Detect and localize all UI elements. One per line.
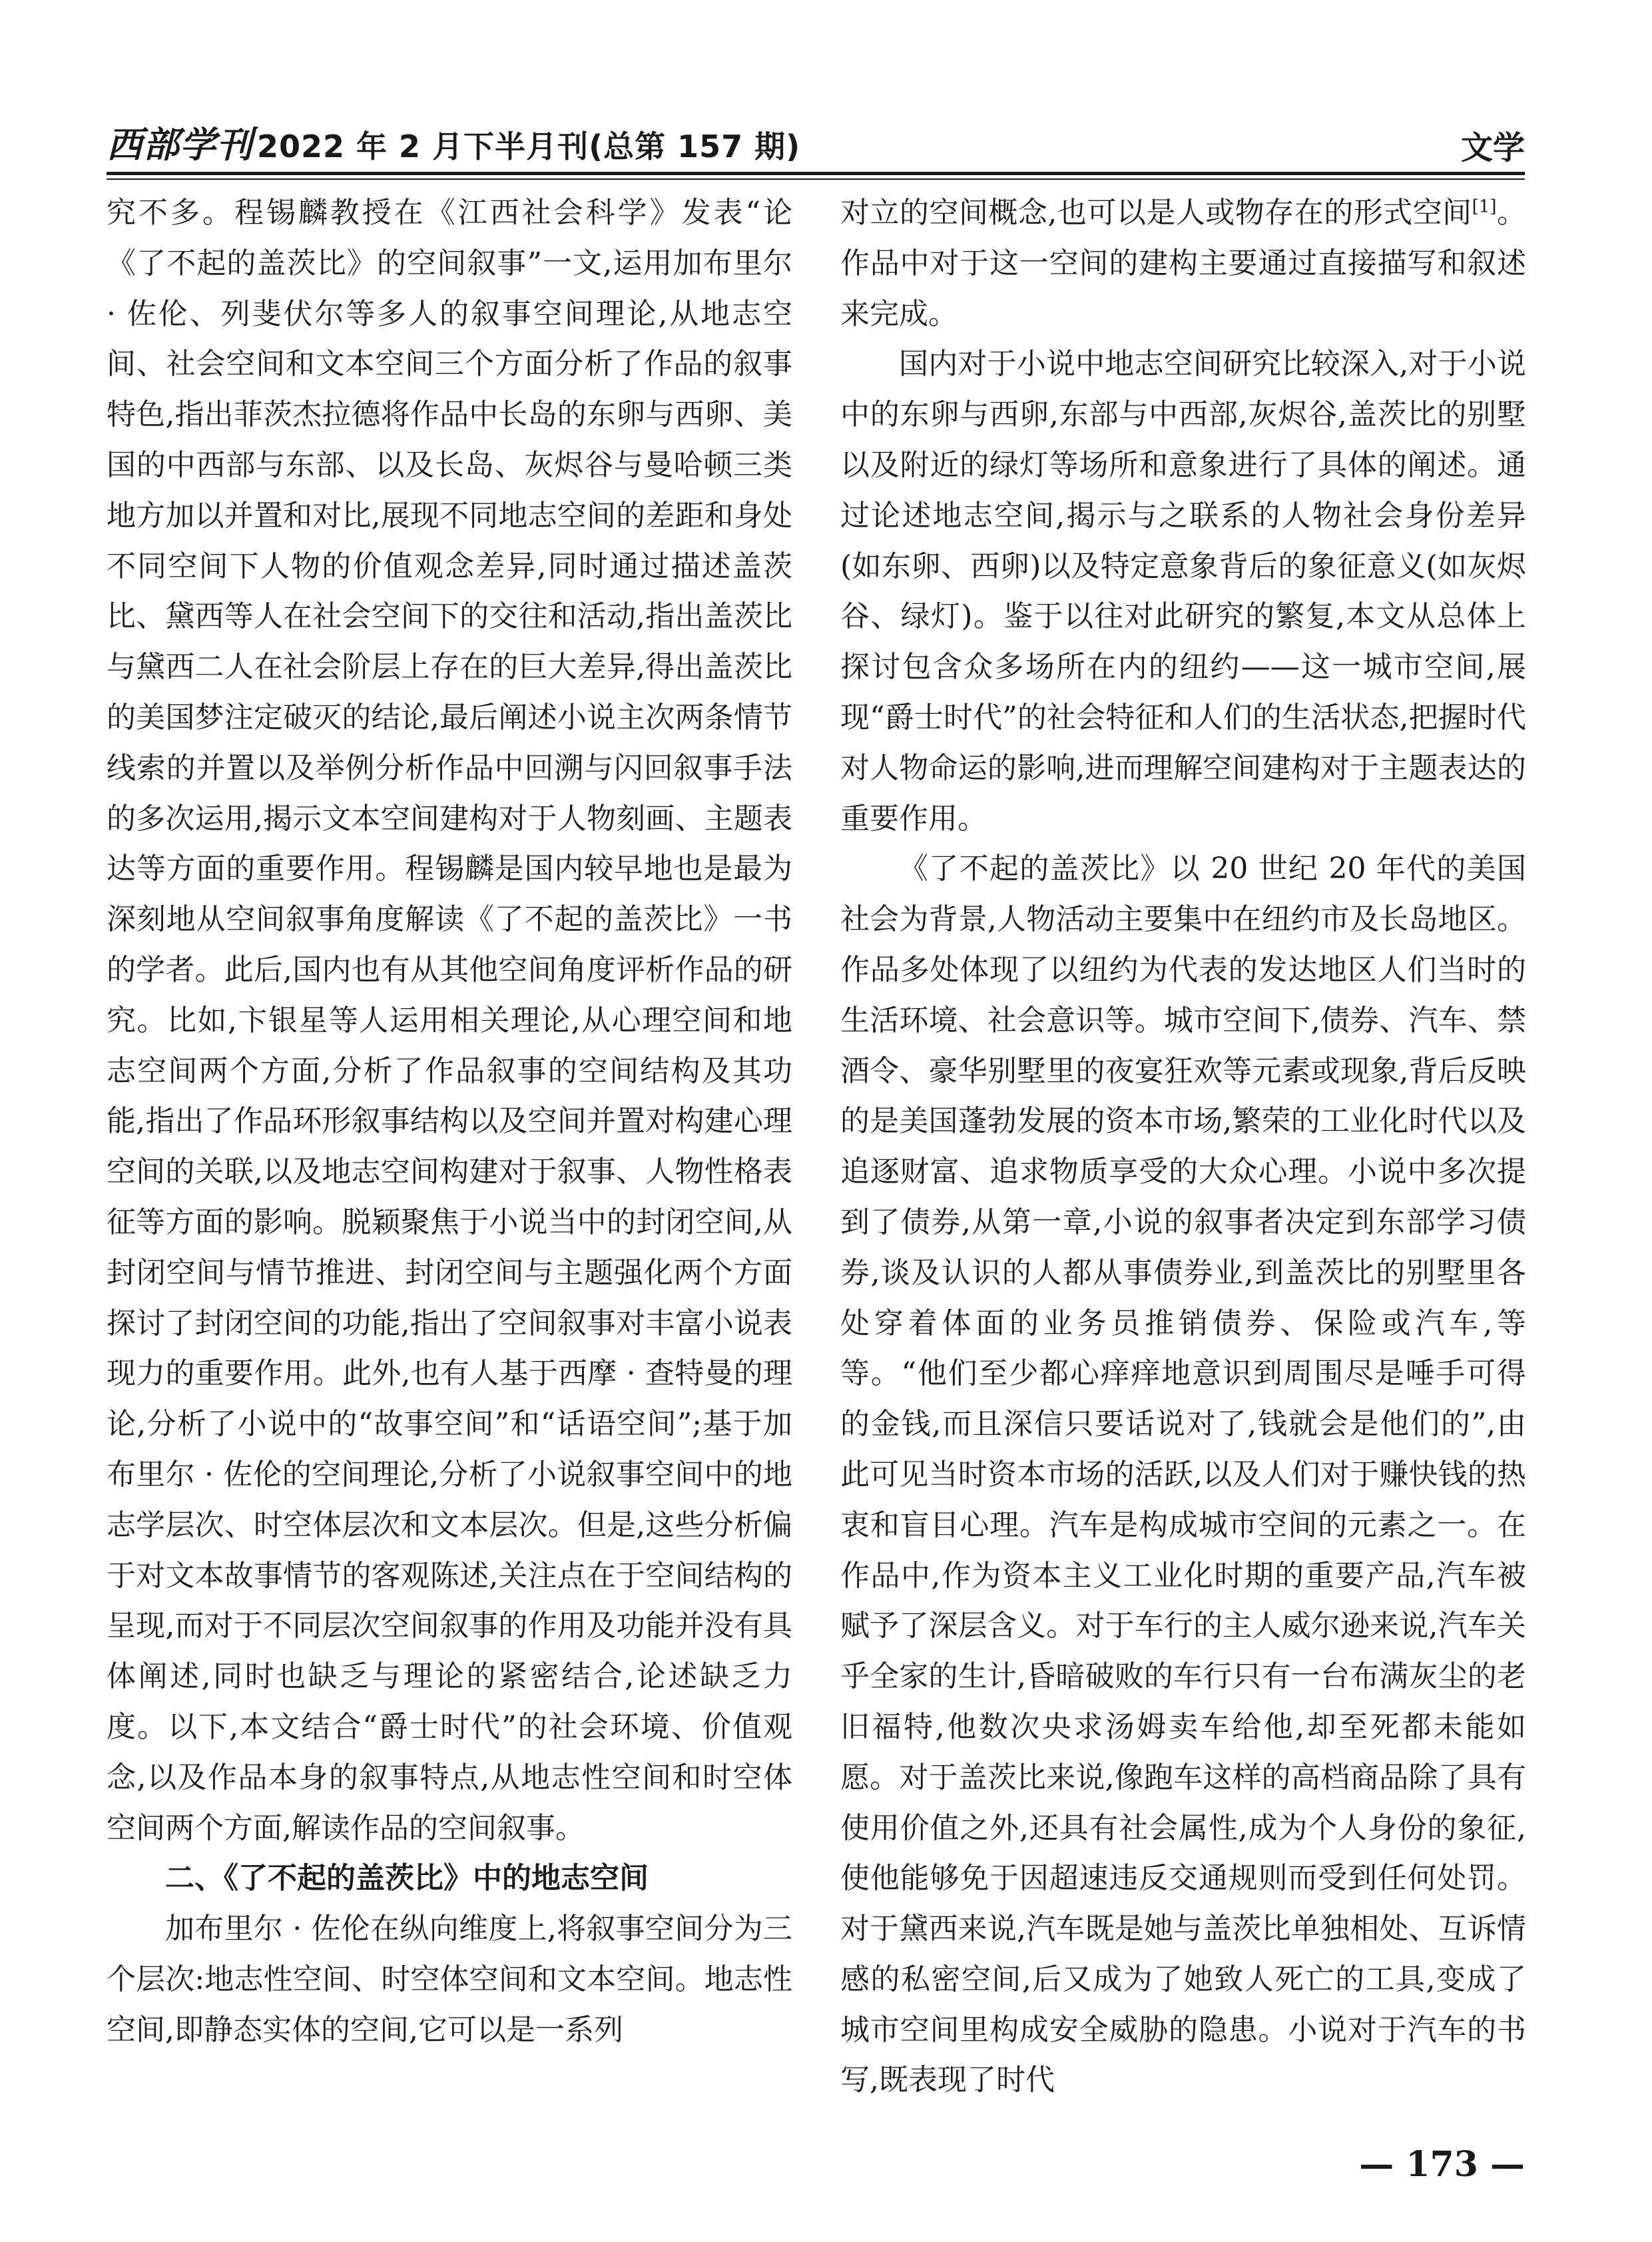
header-rule-thin <box>107 178 1525 180</box>
citation-ref: [1] <box>1472 196 1497 217</box>
paragraph-continued <box>840 188 1526 339</box>
section-label: 文学 <box>1460 129 1525 166</box>
right-column <box>840 188 1526 2105</box>
issue-info: 2022 年 2 月下半月刊(总第 157 期) <box>257 129 801 164</box>
header-rule-thick <box>107 172 1525 175</box>
paragraph-text: 对立的空间概念,也可以是人或物存在的形式空间 <box>840 196 1472 230</box>
paragraph-continued: 究不多。程锡麟教授在《江西社会科学》发表“论《了不起的盖茨比》的空间叙事”一文,运用加布里尔 · 佐伦、列斐伏尔等多人的叙事空间理论,从地志空间、社会空间和文本空间三个方面分析了作品的叙事特色,指出菲茨杰拉德将作品中长岛的东卵与西卵、美国的中西部与东部、以及长岛、灰烬谷与曼哈顿三类地方加以并置和对比,展现不同地志空间的差距和身处不同空间下人物的价值观念差异,同时通过描述盖茨比、黛西等人在社会空间下的交往和活动,指出盖茨比与黛西二人在社会阶层上存在的巨大差异,得出盖茨比的美国梦注定破灭的结论,最后阐述小说主次两条情节线索的并置以及举例分析作品中回溯与闪回叙事手法的多次运用,揭示文本空间建构对于人物刻画、主题表达等方面的重要作用。程锡麟是国内较早地也是最为深刻地从空间叙事角度解读《了不起的盖茨比》一书的学者。此后,国内也有从其他空间角度评析作品的研究。比如,卞银星等人运用相关理论,从心理空间和地志空间两个方面,分析了作品叙事的空间结构及其功能,指出了作品环形叙事结构以及空间并置对构建心理空间的关联,以及地志空间构建对于叙事、人物性格表征等方面的影响。脱颖聚焦于小说当中的封闭空间,从封闭空间与情节推进、封闭空间与主题强化两个方面探讨了封闭空间的功能,指出了空间叙事对丰富小说表现力的重要作用。此外,也有人基于西摩 · 查特曼的理论,分析了小说中的“故事空间”和“话语空间”;基于加布里尔 · 佐伦的空间理论,分析了小说叙事空间中的地志学层次、时空体层次和文本层次。但是,这些分析偏于对文本故事情节的客观陈述,关注点在于空间结构的呈现,而对于不同层次空间叙事的作用及功能并没有具体阐述,同时也缺乏与理论的紧密结合,论述缺乏力度。以下,本文结合“爵士时代”的社会环境、价值观念,以及作品本身的叙事特点,从地志性空间和时空体空间两个方面,解读作品的空间叙事。 <box>107 196 792 1845</box>
paragraph-text-tail: 。作品中对于这一空间的建构主要通过直接描写和叙述来完成。 <box>840 196 1527 331</box>
journal-title <box>107 117 800 168</box>
paragraph: 《了不起的盖茨比》以 20 世纪 20 年代的美国社会为背景,人物活动主要集中在纽约市及长岛地区。作品多处体现了以纽约为代表的发达地区人们当时的生活环境、社会意识等。城市空间下,债券、汽车、禁酒令、豪华别墅里的夜宴狂欢等元素或现象,背后反映的是美国蓬勃发展的资本市场,繁荣的工业化时代以及追逐财富、追求物质享受的大众心理。小说中多次提到了债券,从第一章,小说的叙事者决定到东部学习债券,谈及认识的人都从事债券业,到盖茨比的别墅里各处穿着体面的业务员推销债券、保险或汽车,等等。“他们至少都心痒痒地意识到周围尽是唾手可得的金钱,而且深信只要话说对了,钱就会是他们的”,由此可见当时资本市场的活跃,以及人们对于赚快钱的热衷和盲目心理。汽车是构成城市空间的元素之一。在作品中,作为资本主义工业化时期的重要产品,汽车被赋予了深层含义。对于车行的主人威尔逊来说,汽车关乎全家的生计,昏暗破败的车行只有一台布满灰尘的老旧福特,他数次央求汤姆卖车给他,却至死都未能如愿。对于盖茨比来说,像跑车这样的高档商品除了具有使用价值之外,还具有社会属性,成为个人身份的象征,使他能够免于因超速违反交通规则而受到任何处罚。对于黛西来说,汽车既是她与盖茨比单独相处、互诉情感的私密空间,后又成为了她致人死亡的工具,变成了城市空间里构成安全威胁的隐患。小说对于汽车的书写,既表现了时代 <box>840 852 1526 2098</box>
paragraph: 加布里尔 · 佐伦在纵向维度上,将叙事空间分为三个层次:地志性空间、时空体空间和文本空间。地志性空间,即静态实体的空间,它可以是一系列 <box>107 1912 792 2047</box>
paragraph: 国内对于小说中地志空间研究比较深入,对于小说中的东卵与西卵,东部与中西部,灰烬谷,盖茨比的别墅以及附近的绿灯等场所和意象进行了具体的阐述。通过论述地志空间,揭示与之联系的人物社会身份差异(如东卵、西卵)以及特定意象背后的象征意义(如灰烬谷、绿灯)。鉴于以往对此研究的繁复,本文从总体上探讨包含众多场所在内的纽约——这一城市空间,展现“爵士时代”的社会特征和人们的生活状态,把握时代对人物命运的影响,进而理解空间建构对于主题表达的重要作用。 <box>840 347 1526 836</box>
section-heading: 二、《了不起的盖茨比》中的地志空间 <box>165 1861 649 1896</box>
page-number: — 173 — <box>1359 2144 1525 2185</box>
left-column <box>107 188 792 2055</box>
running-header <box>107 107 1525 168</box>
journal-logo: 西部学刊 <box>107 123 253 166</box>
